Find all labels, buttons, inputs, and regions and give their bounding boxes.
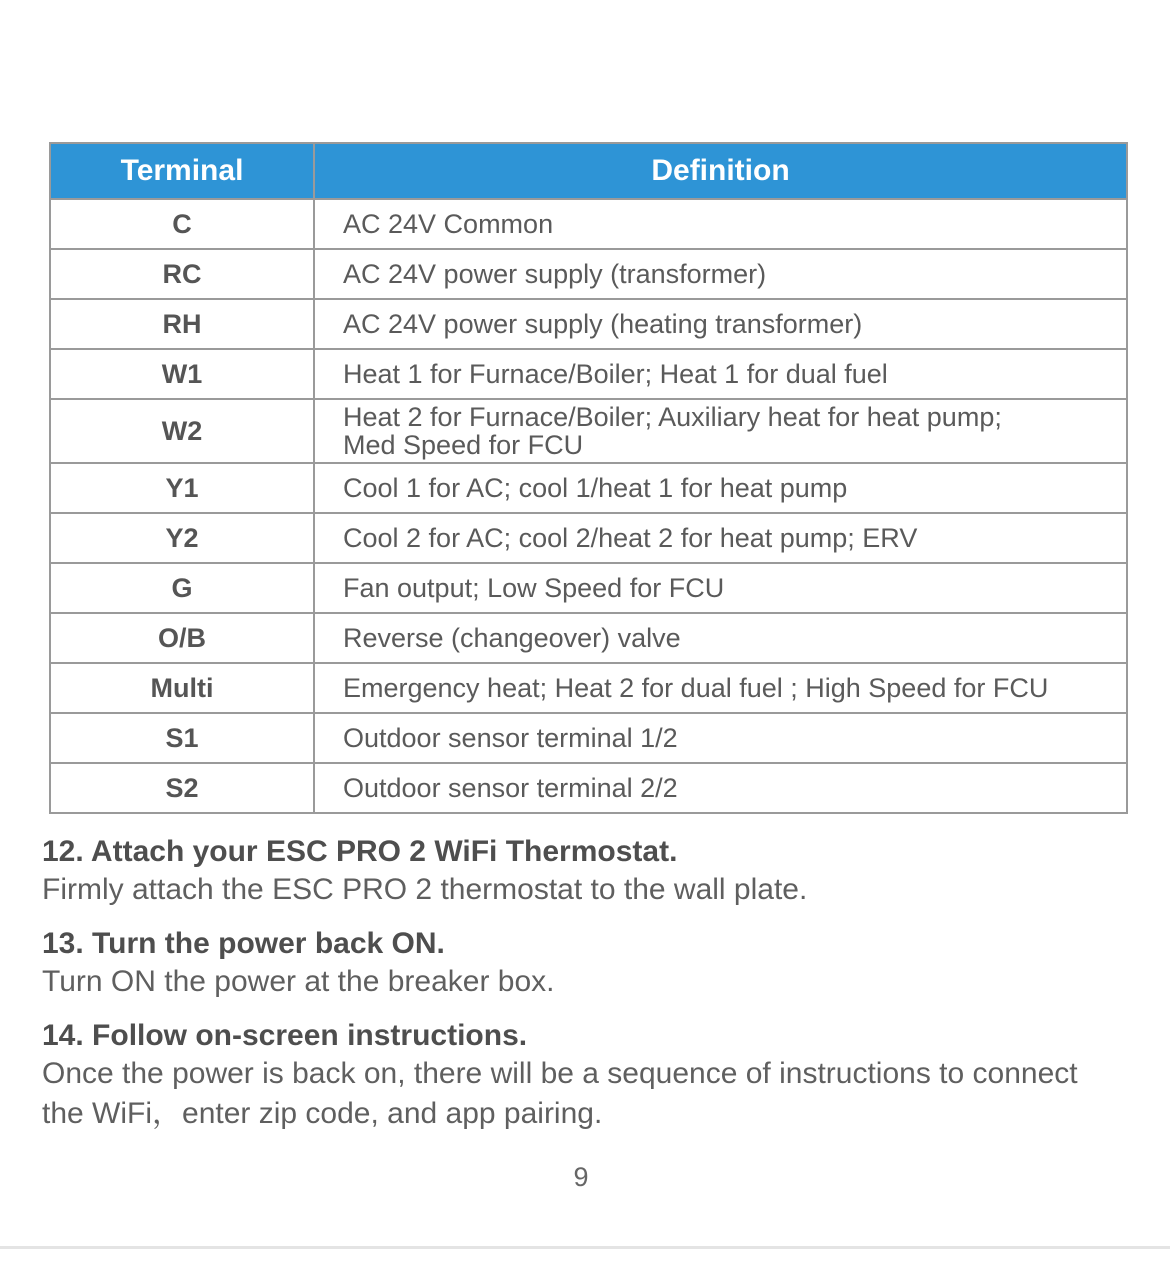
terminal-cell: C xyxy=(50,199,314,249)
terminal-cell: G xyxy=(50,563,314,613)
step-title: 14. Follow on-screen instructions. xyxy=(42,1019,528,1052)
terminal-cell: S2 xyxy=(50,763,314,813)
table-row xyxy=(50,613,1127,663)
definition-cell: Fan output; Low Speed for FCU xyxy=(314,563,1127,613)
terminal-cell: O/B xyxy=(50,613,314,663)
definition-line: Med Speed for FCU xyxy=(343,430,584,460)
definition-cell: AC 24V power supply (transformer) xyxy=(314,249,1127,299)
terminal-cell: S1 xyxy=(50,713,314,763)
terminal-cell: RH xyxy=(50,299,314,349)
definition-cell: AC 24V Common xyxy=(314,199,1127,249)
definition-cell: Cool 1 for AC; cool 1/heat 1 for heat pump xyxy=(314,463,1127,513)
definition-cell: Heat 1 for Furnace/Boiler; Heat 1 for dual fuel xyxy=(314,349,1127,399)
table-header-row xyxy=(50,143,1127,199)
table-row xyxy=(50,713,1127,763)
header-definition: Definition xyxy=(314,143,1127,199)
definition-cell: Reverse (changeover) valve xyxy=(314,613,1127,663)
definition-cell: Outdoor sensor terminal 2/2 xyxy=(314,763,1127,813)
step-title: 13. Turn the power back ON. xyxy=(42,927,445,960)
table-row xyxy=(50,763,1127,813)
step-body: Firmly attach the ESC PRO 2 thermostat to the wall plate. xyxy=(42,873,808,906)
table-row xyxy=(50,199,1127,249)
step-14 xyxy=(42,1018,1162,1134)
table-row xyxy=(50,463,1127,513)
step-body-line: Once the power is back on, there will be a sequence of instructions to connect xyxy=(42,1057,1078,1090)
table-row xyxy=(50,349,1127,399)
table-row xyxy=(50,399,1127,463)
definition-cell: Outdoor sensor terminal 1/2 xyxy=(314,713,1127,763)
terminal-cell: W2 xyxy=(50,399,314,463)
terminal-cell: Multi xyxy=(50,663,314,713)
step-title: 12. Attach your ESC PRO 2 WiFi Thermostat. xyxy=(42,835,678,868)
terminal-cell: RC xyxy=(50,249,314,299)
table-row xyxy=(50,513,1127,563)
step-body: Turn ON the power at the breaker box. xyxy=(42,965,555,998)
terminal-cell: Y1 xyxy=(50,463,314,513)
terminal-cell: W1 xyxy=(50,349,314,399)
step-13 xyxy=(42,926,1162,1002)
terminal-cell: Y2 xyxy=(50,513,314,563)
definition-cell: Cool 2 for AC; cool 2/heat 2 for heat pump; ERV xyxy=(314,513,1127,563)
header-terminal: Terminal xyxy=(50,143,314,199)
page-number: 9 xyxy=(573,1162,589,1192)
bottom-divider xyxy=(0,1246,1170,1249)
terminal-definition-table xyxy=(49,142,1128,814)
step-12 xyxy=(42,834,1162,910)
table-row xyxy=(50,249,1127,299)
table-row xyxy=(50,663,1127,713)
definition-cell xyxy=(314,399,1127,463)
definition-cell: AC 24V power supply (heating transformer) xyxy=(314,299,1127,349)
step-body-line: the WiFi，enter zip code, and app pairing. xyxy=(42,1097,603,1130)
definition-line: Heat 2 for Furnace/Boiler; Auxiliary heat for heat pump; xyxy=(343,402,1002,432)
table-row xyxy=(50,299,1127,349)
table-row xyxy=(50,563,1127,613)
definition-cell: Emergency heat; Heat 2 for dual fuel ; High Speed for FCU xyxy=(314,663,1127,713)
